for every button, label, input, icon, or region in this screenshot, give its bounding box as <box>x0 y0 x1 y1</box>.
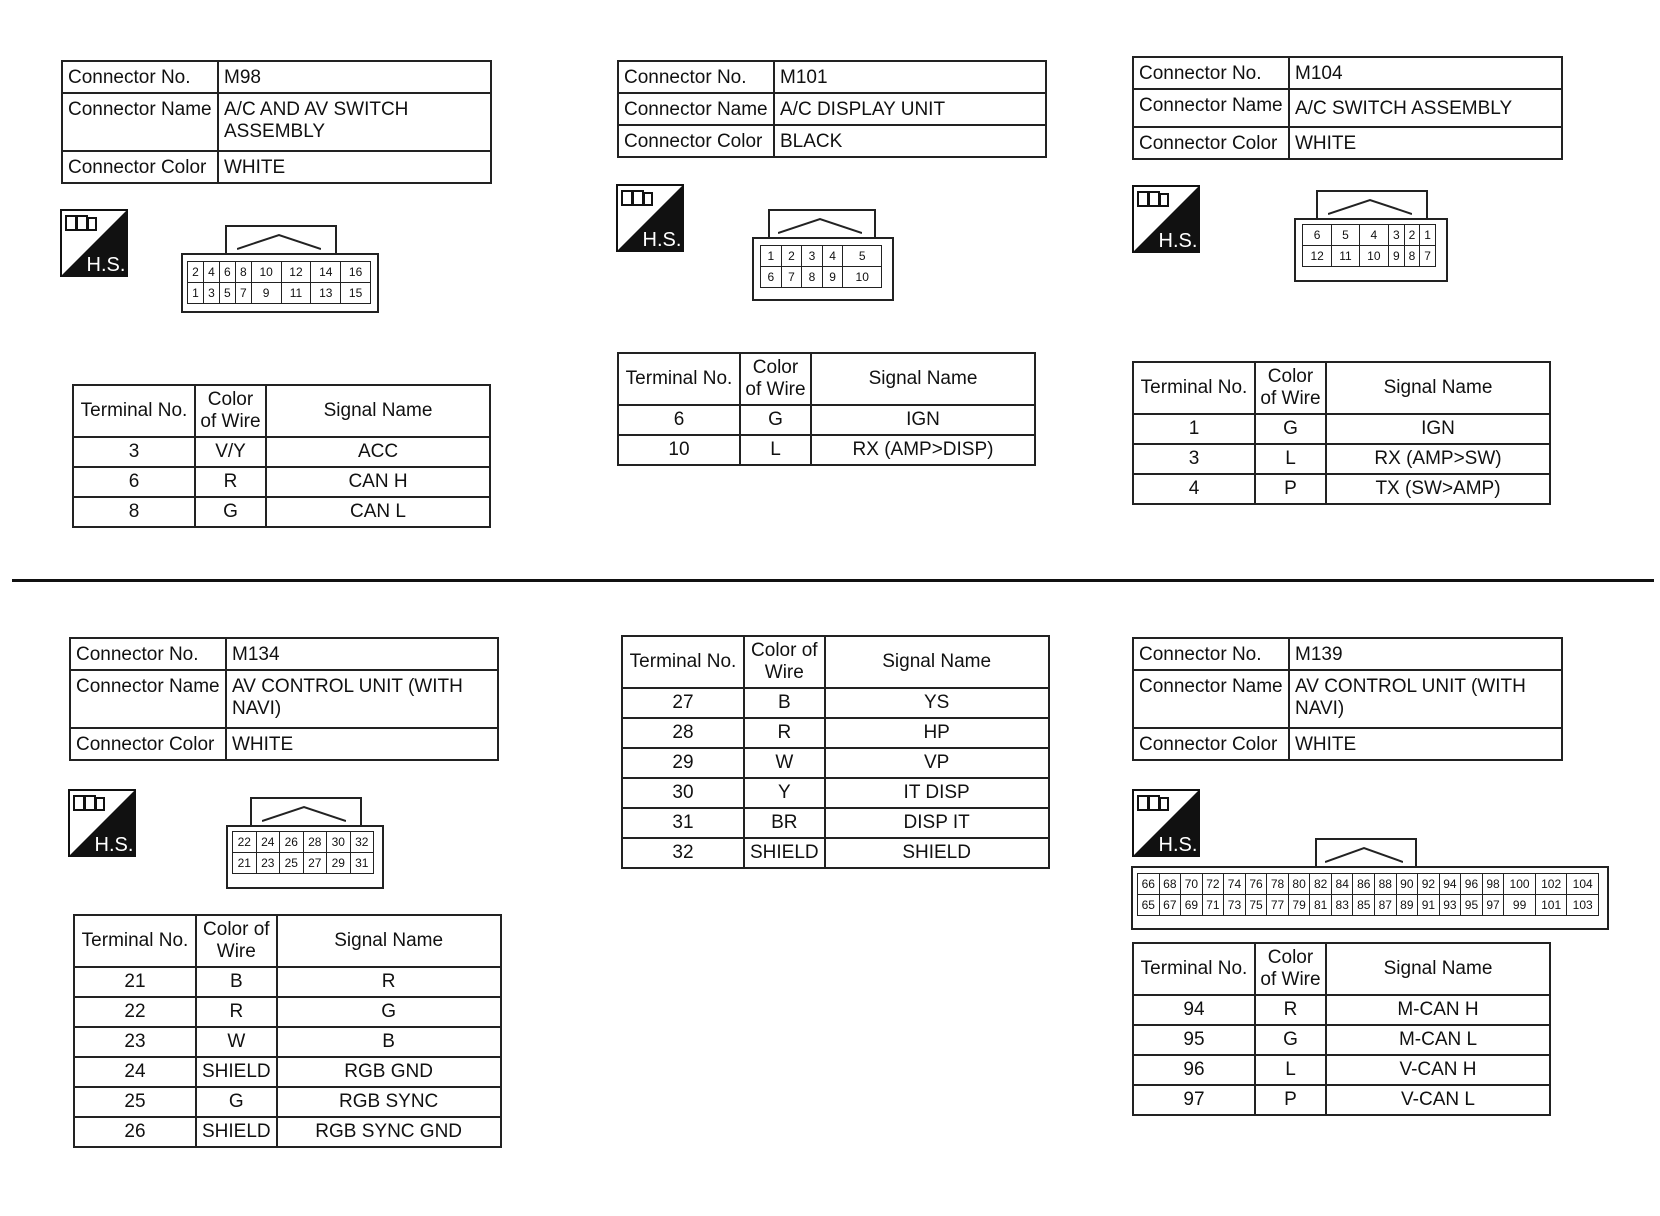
signal-name-cell: V-CAN H <box>1326 1055 1550 1085</box>
hs-label: H.S. <box>1158 834 1198 856</box>
pin-cell: 12 <box>1303 246 1332 267</box>
signal-name-cell: SHIELD <box>825 838 1049 868</box>
pin-cell: 10 <box>251 262 281 283</box>
terminal-no-cell: 3 <box>73 437 195 467</box>
wire-color-cell: G <box>1255 1025 1326 1055</box>
wire-color-cell: G <box>740 405 811 435</box>
terminal-no-header: Terminal No. <box>618 353 740 405</box>
signal-name-cell: RX (AMP>SW) <box>1326 444 1550 474</box>
connector-no-label: Connector No. <box>62 61 218 93</box>
pin-cell: 31 <box>350 853 374 874</box>
pin-cell: 21 <box>233 853 257 874</box>
terminal-row <box>73 467 490 497</box>
signal-name-cell: RGB GND <box>277 1057 501 1087</box>
pin-cell: 92 <box>1418 874 1440 895</box>
connector-info-m134 <box>69 637 499 761</box>
connector-no-label: Connector No. <box>1133 638 1289 670</box>
terminal-row <box>622 718 1049 748</box>
pin-cell: 72 <box>1202 874 1224 895</box>
connector-info-m104 <box>1132 56 1563 160</box>
pin-cell: 25 <box>280 853 304 874</box>
pin-cell: 82 <box>1310 874 1332 895</box>
terminal-no-header: Terminal No. <box>622 636 744 688</box>
pin-cell: 1 <box>1420 225 1436 246</box>
signal-name-cell: ACC <box>266 437 490 467</box>
terminal-no-cell: 96 <box>1133 1055 1255 1085</box>
pin-cell: 2 <box>781 246 802 267</box>
pin-cell: 9 <box>822 267 843 288</box>
signal-name-cell: IGN <box>811 405 1035 435</box>
signal-name-cell: IGN <box>1326 414 1550 444</box>
terminal-no-cell: 28 <box>622 718 744 748</box>
pin-cell: 22 <box>233 832 257 853</box>
wire-color-cell: Y <box>744 778 825 808</box>
pin-cell: 4 <box>1359 225 1388 246</box>
section-divider <box>12 579 1654 582</box>
connector-color-value: WHITE <box>1289 728 1562 760</box>
pin-cell: 87 <box>1375 895 1397 916</box>
terminal-row <box>622 778 1049 808</box>
signal-name-header: Signal Name <box>811 353 1035 405</box>
connector-no-value: M98 <box>218 61 491 93</box>
signal-name-cell: M-CAN H <box>1326 995 1550 1025</box>
signal-name-cell: CAN L <box>266 497 490 527</box>
wire-color-cell: R <box>744 718 825 748</box>
connector-color-label: Connector Color <box>1133 127 1289 159</box>
wire-color-cell: G <box>196 1087 277 1117</box>
pin-cell: 6 <box>1303 225 1332 246</box>
terminal-row <box>622 838 1049 868</box>
pin-row-bottom <box>188 283 371 304</box>
pin-cell: 10 <box>843 267 882 288</box>
pin-cell: 71 <box>1202 895 1224 916</box>
pin-cell: 96 <box>1461 874 1483 895</box>
pin-cell: 104 <box>1567 874 1599 895</box>
pin-cell: 81 <box>1310 895 1332 916</box>
connector-name-text: A/C AND AV SWITCH ASSEMBLY <box>224 99 409 142</box>
pin-cell: 23 <box>256 853 280 874</box>
pin-cell: 24 <box>256 832 280 853</box>
pin-cell: 11 <box>281 283 311 304</box>
signal-name-cell: B <box>277 1027 501 1057</box>
color-of-wire-header: Color of Wire <box>744 636 825 688</box>
hs-label: H.S. <box>86 254 126 276</box>
terminal-no-header: Terminal No. <box>73 385 195 437</box>
connector-face-m134 <box>226 797 384 889</box>
terminal-row <box>74 1057 501 1087</box>
harness-side-icon <box>1132 185 1200 253</box>
connector-name-value: A/C DISPLAY UNIT <box>774 93 1046 125</box>
terminal-no-cell: 10 <box>618 435 740 465</box>
hs-label: H.S. <box>94 834 134 856</box>
terminal-no-header: Terminal No. <box>1133 943 1255 995</box>
pin-cell: 75 <box>1245 895 1267 916</box>
wire-color-cell: V/Y <box>195 437 266 467</box>
pin-cell: 78 <box>1267 874 1289 895</box>
connector-color-label: Connector Color <box>618 125 774 157</box>
pin-cell: 8 <box>1404 246 1420 267</box>
pin-cell: 26 <box>280 832 304 853</box>
connector-face-m98 <box>181 225 379 313</box>
terminal-row <box>622 688 1049 718</box>
signal-name-cell: V-CAN L <box>1326 1085 1550 1115</box>
terminal-no-cell: 8 <box>73 497 195 527</box>
pin-cell: 9 <box>251 283 281 304</box>
pin-cell: 6 <box>761 267 782 288</box>
connector-color-label: Connector Color <box>62 151 218 183</box>
pin-cell: 73 <box>1224 895 1246 916</box>
pin-cell: 76 <box>1245 874 1267 895</box>
terminal-table-m101 <box>617 352 1036 466</box>
wire-color-cell: W <box>744 748 825 778</box>
terminal-row <box>74 967 501 997</box>
terminal-row <box>73 497 490 527</box>
connector-face-m139 <box>1131 838 1609 930</box>
pin-cell: 27 <box>303 853 327 874</box>
wire-color-cell: G <box>195 497 266 527</box>
pin-cell: 8 <box>802 267 823 288</box>
wire-color-cell: SHIELD <box>196 1117 277 1147</box>
pin-cell: 5 <box>1332 225 1359 246</box>
pin-cell: 93 <box>1439 895 1461 916</box>
pin-cell: 28 <box>303 832 327 853</box>
terminal-row <box>74 1087 501 1117</box>
connector-color-value: WHITE <box>226 728 498 760</box>
pin-cell: 83 <box>1331 895 1353 916</box>
terminal-no-cell: 94 <box>1133 995 1255 1025</box>
pin-cell: 6 <box>219 262 235 283</box>
terminal-row <box>1133 444 1550 474</box>
connector-name-text: AV CONTROL UNIT (WITH NAVI) <box>1295 676 1526 719</box>
pin-cell: 70 <box>1181 874 1203 895</box>
wire-color-cell: B <box>196 967 277 997</box>
pin-row-top <box>1303 225 1436 246</box>
pin-cell: 1 <box>188 283 204 304</box>
terminal-row <box>74 997 501 1027</box>
pin-row-bottom <box>761 267 882 288</box>
signal-name-cell: RGB SYNC <box>277 1087 501 1117</box>
signal-name-cell: M-CAN L <box>1326 1025 1550 1055</box>
connector-name-label: Connector Name <box>70 670 226 728</box>
pin-cell: 3 <box>203 283 219 304</box>
terminal-no-header: Terminal No. <box>1133 362 1255 414</box>
pin-cell: 91 <box>1418 895 1440 916</box>
signal-name-cell: G <box>277 997 501 1027</box>
connector-no-label: Connector No. <box>70 638 226 670</box>
signal-name-header: Signal Name <box>277 915 501 967</box>
connector-name-value <box>226 670 498 728</box>
hs-label: H.S. <box>642 229 682 251</box>
color-of-wire-header: Color of Wire <box>196 915 277 967</box>
connector-name-value <box>218 93 491 151</box>
pin-cell: 9 <box>1388 246 1404 267</box>
pin-cell: 12 <box>281 262 311 283</box>
pin-row-top <box>1138 874 1599 895</box>
pin-row-top <box>188 262 371 283</box>
connector-color-value: WHITE <box>218 151 491 183</box>
pin-row-bottom <box>1303 246 1436 267</box>
pin-cell: 5 <box>843 246 882 267</box>
wire-color-cell: B <box>744 688 825 718</box>
pin-cell: 3 <box>802 246 823 267</box>
pin-cell: 68 <box>1159 874 1181 895</box>
pin-row-bottom <box>233 853 374 874</box>
color-of-wire-header: Color of Wire <box>195 385 266 437</box>
connector-color-value: WHITE <box>1289 127 1562 159</box>
signal-name-cell: RX (AMP>DISP) <box>811 435 1035 465</box>
connector-name-label: Connector Name <box>618 93 774 125</box>
pin-cell: 30 <box>327 832 351 853</box>
pin-cell: 65 <box>1138 895 1160 916</box>
pin-cell: 85 <box>1353 895 1375 916</box>
pin-cell: 7 <box>781 267 802 288</box>
terminal-no-cell: 4 <box>1133 474 1255 504</box>
pin-cell: 79 <box>1288 895 1310 916</box>
connector-color-label: Connector Color <box>70 728 226 760</box>
wire-color-cell: SHIELD <box>744 838 825 868</box>
terminal-row <box>1133 995 1550 1025</box>
terminal-table-m104 <box>1132 361 1551 505</box>
terminal-row <box>74 1027 501 1057</box>
connector-no-value: M104 <box>1289 57 1562 89</box>
pin-cell: 84 <box>1331 874 1353 895</box>
signal-name-cell: VP <box>825 748 1049 778</box>
pin-cell: 8 <box>235 262 251 283</box>
terminal-table-m98 <box>72 384 491 528</box>
terminal-no-cell: 29 <box>622 748 744 778</box>
pin-grid <box>1137 873 1599 916</box>
connector-name-label: Connector Name <box>1133 670 1289 728</box>
pin-grid <box>760 245 882 288</box>
terminal-row <box>74 1117 501 1147</box>
terminal-no-cell: 21 <box>74 967 196 997</box>
pin-grid <box>187 261 371 304</box>
terminal-no-cell: 31 <box>622 808 744 838</box>
terminal-no-cell: 24 <box>74 1057 196 1087</box>
color-of-wire-header: Color of Wire <box>1255 943 1326 995</box>
pin-cell: 11 <box>1332 246 1359 267</box>
pin-cell: 32 <box>350 832 374 853</box>
pin-cell: 14 <box>311 262 341 283</box>
wire-color-cell: R <box>195 467 266 497</box>
terminal-no-cell: 95 <box>1133 1025 1255 1055</box>
terminal-no-cell: 3 <box>1133 444 1255 474</box>
pin-cell: 1 <box>761 246 782 267</box>
signal-name-cell: RGB SYNC GND <box>277 1117 501 1147</box>
signal-name-cell: TX (SW>AMP) <box>1326 474 1550 504</box>
pin-cell: 3 <box>1388 225 1404 246</box>
wire-color-cell: BR <box>744 808 825 838</box>
connector-color-value: BLACK <box>774 125 1046 157</box>
pin-cell: 95 <box>1461 895 1483 916</box>
terminal-no-cell: 30 <box>622 778 744 808</box>
pin-cell: 80 <box>1288 874 1310 895</box>
pin-cell: 16 <box>341 262 371 283</box>
signal-name-cell: HP <box>825 718 1049 748</box>
terminal-row <box>1133 1055 1550 1085</box>
terminal-no-cell: 23 <box>74 1027 196 1057</box>
terminal-row <box>622 808 1049 838</box>
pin-cell: 94 <box>1439 874 1461 895</box>
connector-name-value: A/C SWITCH ASSEMBLY <box>1289 89 1562 127</box>
connector-info-m101 <box>617 60 1047 158</box>
terminal-table-m134-a <box>73 914 502 1148</box>
harness-side-icon <box>68 789 136 857</box>
harness-side-icon <box>616 184 684 252</box>
connector-no-label: Connector No. <box>618 61 774 93</box>
connector-no-value: M139 <box>1289 638 1562 670</box>
terminal-no-cell: 25 <box>74 1087 196 1117</box>
terminal-row <box>1133 414 1550 444</box>
pin-cell: 69 <box>1181 895 1203 916</box>
signal-name-header: Signal Name <box>266 385 490 437</box>
terminal-row <box>622 748 1049 778</box>
wire-color-cell: L <box>740 435 811 465</box>
terminal-no-cell: 97 <box>1133 1085 1255 1115</box>
terminal-no-cell: 6 <box>73 467 195 497</box>
terminal-no-header: Terminal No. <box>74 915 196 967</box>
wire-color-cell: R <box>1255 995 1326 1025</box>
color-of-wire-header: Color of Wire <box>740 353 811 405</box>
pin-cell: 4 <box>203 262 219 283</box>
pin-grid <box>1302 224 1436 267</box>
wire-color-cell: SHIELD <box>196 1057 277 1087</box>
connector-info-m98 <box>61 60 492 184</box>
pin-cell: 101 <box>1535 895 1567 916</box>
signal-name-header: Signal Name <box>1326 362 1550 414</box>
pin-cell: 29 <box>327 853 351 874</box>
harness-side-icon <box>60 209 128 277</box>
terminal-no-cell: 1 <box>1133 414 1255 444</box>
pin-cell: 98 <box>1482 874 1504 895</box>
pin-cell: 99 <box>1504 895 1536 916</box>
connector-no-label: Connector No. <box>1133 57 1289 89</box>
terminal-no-cell: 27 <box>622 688 744 718</box>
hs-label: H.S. <box>1158 230 1198 252</box>
terminal-no-cell: 22 <box>74 997 196 1027</box>
wire-color-cell: P <box>1255 1085 1326 1115</box>
pin-row-top <box>761 246 882 267</box>
pin-cell: 89 <box>1396 895 1418 916</box>
pin-cell: 66 <box>1138 874 1160 895</box>
pin-cell: 102 <box>1535 874 1567 895</box>
pin-cell: 10 <box>1359 246 1388 267</box>
signal-name-cell: IT DISP <box>825 778 1049 808</box>
connector-name-value <box>1289 670 1562 728</box>
wire-color-cell: W <box>196 1027 277 1057</box>
pin-row-bottom <box>1138 895 1599 916</box>
pin-row-top <box>233 832 374 853</box>
pin-cell: 90 <box>1396 874 1418 895</box>
pin-cell: 97 <box>1482 895 1504 916</box>
pin-cell: 13 <box>311 283 341 304</box>
pin-cell: 67 <box>1159 895 1181 916</box>
connector-name-label: Connector Name <box>62 93 218 151</box>
connector-no-value: M134 <box>226 638 498 670</box>
pin-cell: 88 <box>1375 874 1397 895</box>
connector-name-text: AV CONTROL UNIT (WITH NAVI) <box>232 676 463 719</box>
pin-cell: 86 <box>1353 874 1375 895</box>
wire-color-cell: L <box>1255 1055 1326 1085</box>
pin-cell: 100 <box>1504 874 1536 895</box>
connector-face-m104 <box>1294 190 1448 282</box>
terminal-table-m134-b <box>621 635 1050 869</box>
signal-name-cell: CAN H <box>266 467 490 497</box>
signal-name-cell: R <box>277 967 501 997</box>
terminal-row <box>1133 1085 1550 1115</box>
wire-color-cell: P <box>1255 474 1326 504</box>
connector-color-label: Connector Color <box>1133 728 1289 760</box>
pin-cell: 7 <box>1420 246 1436 267</box>
pin-grid <box>232 831 374 874</box>
connector-face-m101 <box>752 209 894 301</box>
terminal-no-cell: 32 <box>622 838 744 868</box>
pin-cell: 7 <box>235 283 251 304</box>
signal-name-header: Signal Name <box>1326 943 1550 995</box>
color-of-wire-header: Color of Wire <box>1255 362 1326 414</box>
terminal-row <box>1133 1025 1550 1055</box>
pin-cell: 2 <box>1404 225 1420 246</box>
connector-no-value: M101 <box>774 61 1046 93</box>
terminal-row <box>618 405 1035 435</box>
connector-info-m139 <box>1132 637 1563 761</box>
wire-color-cell: G <box>1255 414 1326 444</box>
pin-cell: 77 <box>1267 895 1289 916</box>
wire-color-cell: L <box>1255 444 1326 474</box>
terminal-row <box>618 435 1035 465</box>
terminal-no-cell: 26 <box>74 1117 196 1147</box>
terminal-no-cell: 6 <box>618 405 740 435</box>
pin-cell: 5 <box>219 283 235 304</box>
pin-cell: 2 <box>188 262 204 283</box>
pin-cell: 4 <box>822 246 843 267</box>
connector-name-label: Connector Name <box>1133 89 1289 127</box>
terminal-table-m139 <box>1132 942 1551 1116</box>
signal-name-cell: YS <box>825 688 1049 718</box>
pin-cell: 15 <box>341 283 371 304</box>
terminal-row <box>1133 474 1550 504</box>
signal-name-header: Signal Name <box>825 636 1049 688</box>
terminal-row <box>73 437 490 467</box>
wire-color-cell: R <box>196 997 277 1027</box>
signal-name-cell: DISP IT <box>825 808 1049 838</box>
pin-cell: 103 <box>1567 895 1599 916</box>
pin-cell: 74 <box>1224 874 1246 895</box>
